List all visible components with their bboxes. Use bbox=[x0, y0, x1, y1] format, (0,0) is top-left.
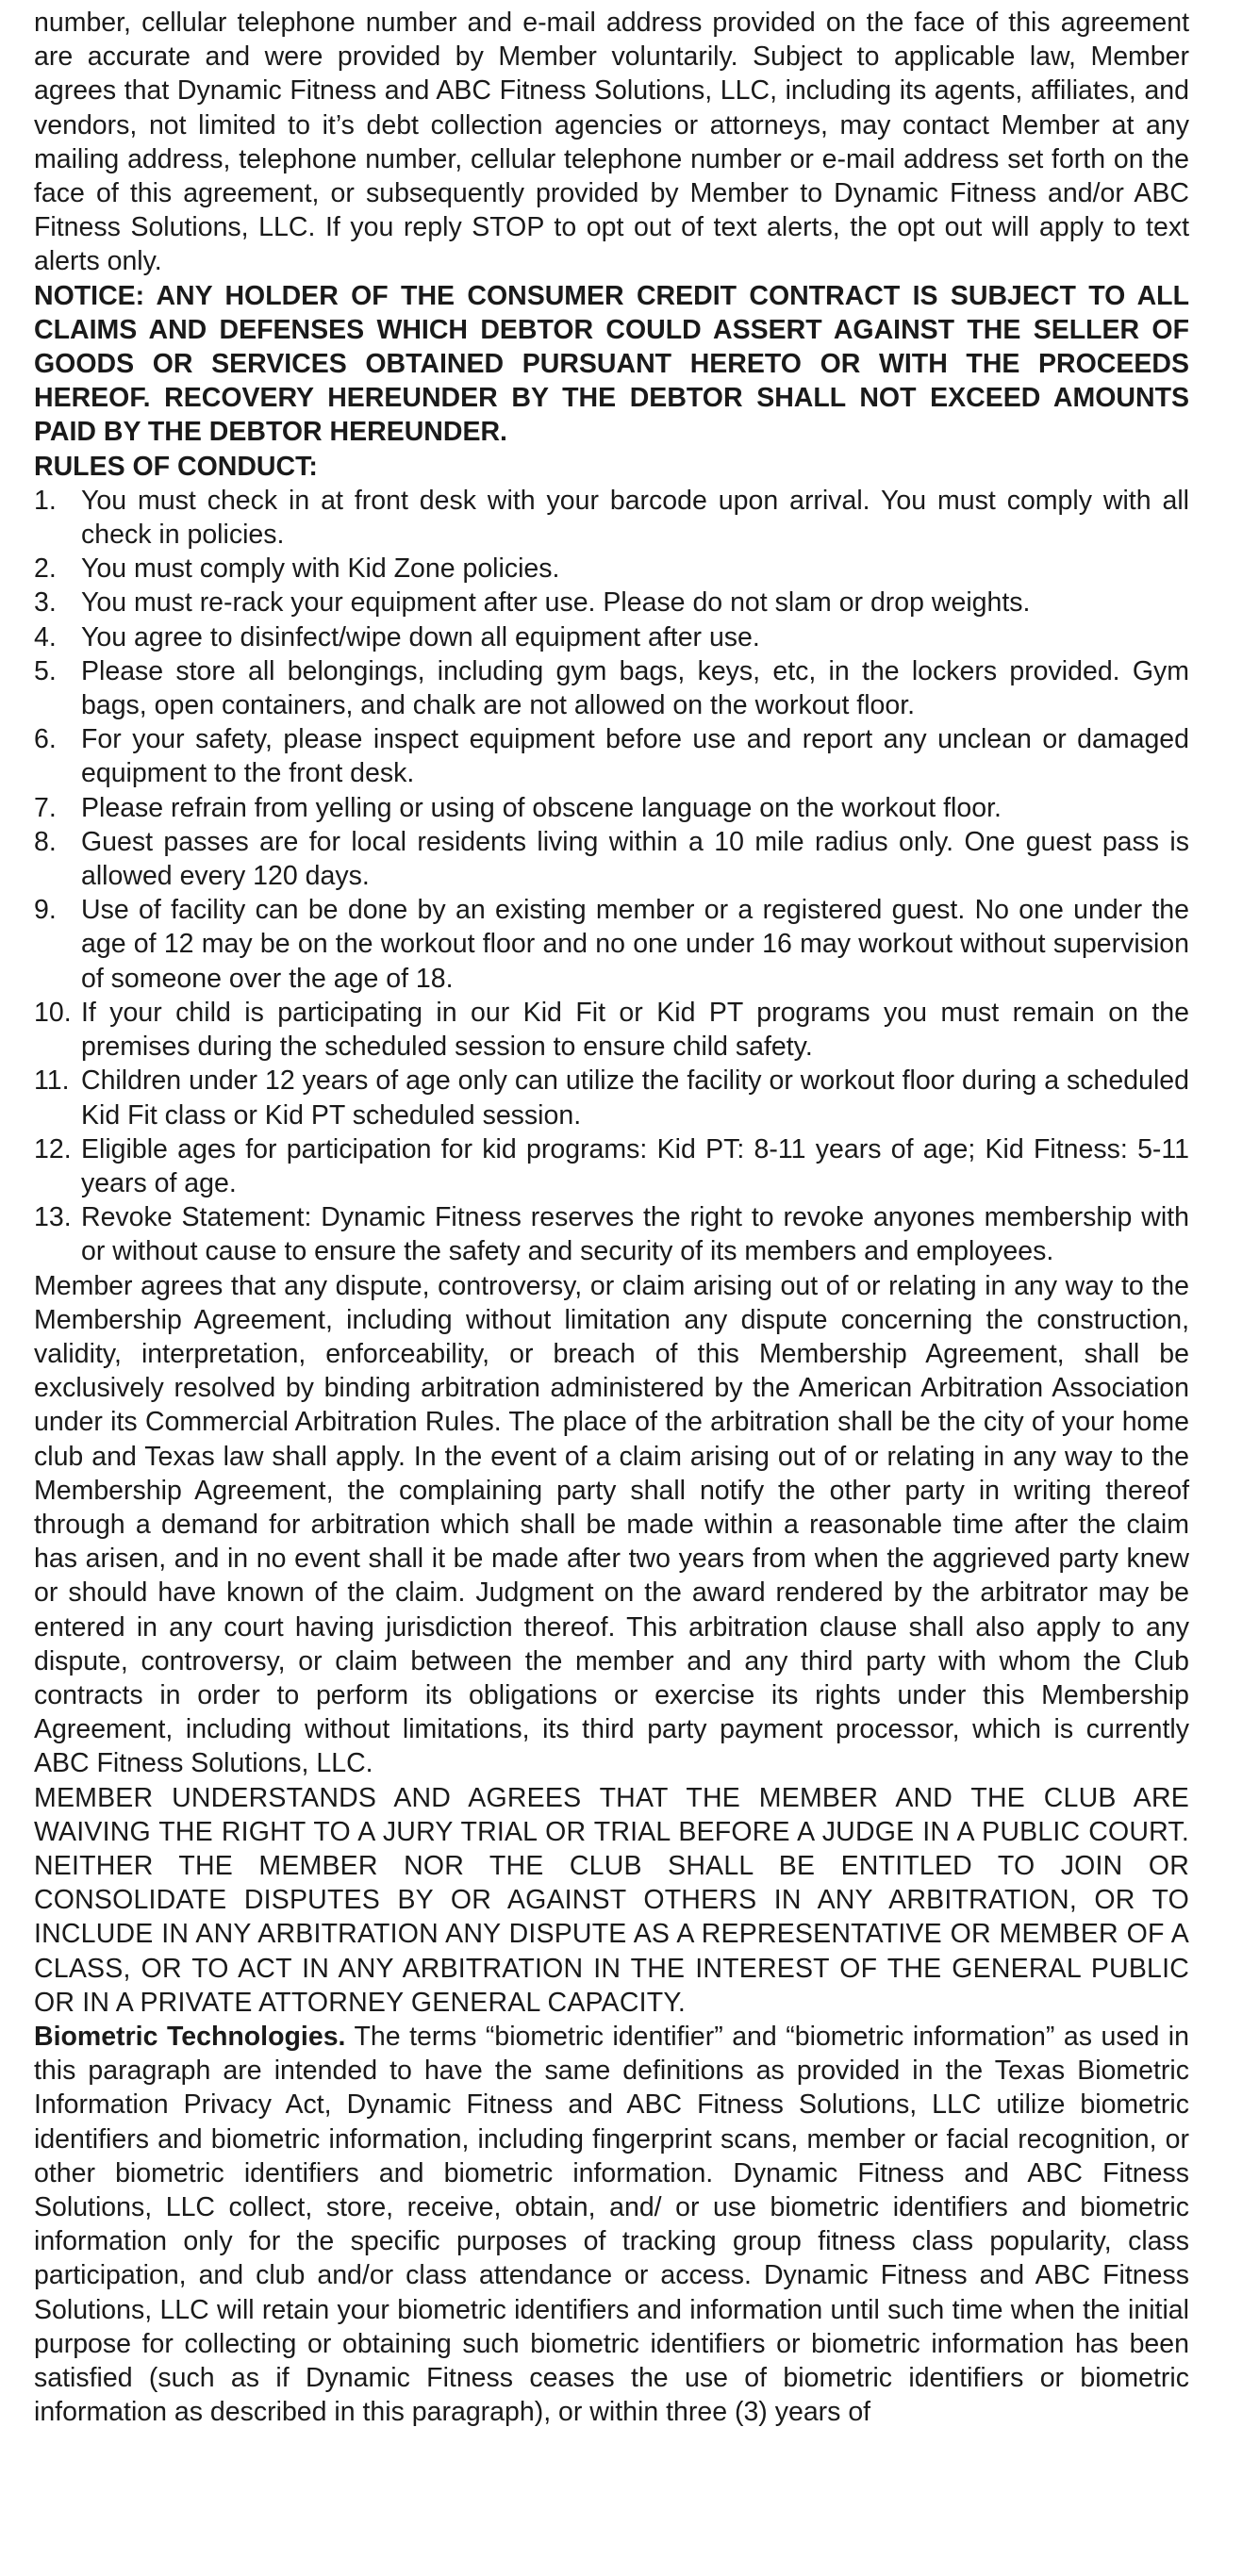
rule-text: You must comply with Kid Zone policies. bbox=[81, 553, 560, 585]
rule-item bbox=[34, 586, 1189, 619]
rule-text: Revoke Statement: Dynamic Fitness reserves the right to revoke anyones membership with or without cause to ensure the safety and security of its members and employees. bbox=[81, 1202, 1189, 1267]
rule-number: 11. bbox=[34, 1065, 70, 1097]
rule-number: 5. bbox=[34, 655, 57, 686]
rule-number: 3. bbox=[34, 587, 57, 619]
rule-text: Children under 12 years of age only can utilize the facility or workout floor during a scheduled Kid Fit class or Kid PT scheduled session. bbox=[81, 1065, 1189, 1131]
jury-waiver-paragraph: MEMBER UNDERSTANDS AND AGREES THAT THE MEMBER AND THE CLUB ARE WAIVING THE RIGHT TO A JURY TRIAL OR TRIAL BEFORE A JUDGE IN A PUBLIC COURT. NEITHER THE MEMBER NOR THE CLUB SHALL BE ENTITLED TO JOIN OR CONSOLIDATE DISPUTES BY OR AGAINST OTHERS IN ANY ARBITRATION, OR TO INCLUDE IN ANY ARBITRATION ANY DISPUTE AS A REPRESENTATIVE OR MEMBER OF A CLASS, OR TO ACT IN ANY ARBITRATION IN THE INTEREST OF THE GENERAL PUBLIC OR IN A PRIVATE ATTORNEY GENERAL CAPACITY. bbox=[34, 1782, 1189, 2018]
rule-number: 7. bbox=[34, 792, 57, 823]
rule-number: 4. bbox=[34, 621, 57, 652]
rule-number: 2. bbox=[34, 553, 57, 585]
rule-number: 12. bbox=[34, 1133, 72, 1164]
rule-item bbox=[34, 1200, 1189, 1268]
rule-item bbox=[34, 722, 1189, 790]
rule-number: 10. bbox=[34, 997, 72, 1028]
holder-notice: NOTICE: ANY HOLDER OF THE CONSUMER CREDIT CONTRACT IS SUBJECT TO ALL CLAIMS AND DEFENSES WHICH DEBTOR COULD ASSERT AGAINST THE SELLER OF GOODS OR SERVICES OBTAINED PURSUANT HERETO OR WITH THE PROCEEDS HEREOF. RECOVERY HEREUNDER BY THE DEBTOR SHALL NOT EXCEED AMOUNTS PAID BY THE DEBTOR HEREUNDER. bbox=[34, 280, 1189, 448]
arbitration-paragraph: Member agrees that any dispute, controversy, or claim arising out of or relating in any way to the Membership Agreement, including without limitation any dispute concerning the construction, validity, interpretation, enforceability, or breach of this Membership Agreement, shall be exclusively resolved by binding arbitration administered by the American Arbitration Association under its Commercial Arbitration Rules. The place of the arbitration shall be the city of your home club and Texas law shall apply. In the event of a claim arising out of or relating in any way to the Membership Agreement, the complaining party shall notify the other party in writing thereof through a demand for arbitration which shall be made within a reasonable time after the claim has arisen, and in no event shall it be made after two years from when the aggrieved party knew or should have known of the claim. Judgment on the award rendered by the arbitrator may be entered in any court having jurisdiction thereof. This arbitration clause shall also apply to any dispute, controversy, or claim between the member and any third party with whom the Club contracts in order to perform its obligations or exercise its rights under this Membership Agreement, including without limitations, its third party payment processor, which is currently ABC Fitness Solutions, LLC. bbox=[34, 1270, 1189, 1779]
rule-text: You agree to disinfect/wipe down all equipment after use. bbox=[81, 621, 760, 652]
rule-item bbox=[34, 484, 1189, 552]
rule-item bbox=[34, 552, 1189, 586]
rule-text: If your child is participating in our Kid Fit or Kid PT programs you must remain on the premises during the scheduled session to ensure child safety. bbox=[81, 997, 1189, 1063]
rule-text: You must check in at front desk with your barcode upon arrival. You must comply with all check in policies. bbox=[81, 485, 1189, 551]
rule-text: Use of facility can be done by an existing member or a registered guest. No one under the age of 12 may be on the workout floor and no one under 16 may workout without supervision of someone over the age of 18. bbox=[81, 895, 1189, 994]
rule-item bbox=[34, 791, 1189, 825]
rule-item bbox=[34, 654, 1189, 722]
rule-number: 8. bbox=[34, 826, 57, 857]
rule-text: Please refrain from yelling or using of obscene language on the workout floor. bbox=[81, 792, 1002, 823]
rules-heading: RULES OF CONDUCT: bbox=[34, 451, 318, 482]
document-page bbox=[34, 6, 1189, 2429]
rule-text: For your safety, please inspect equipment before use and report any unclean or damaged equipment to the front desk. bbox=[81, 724, 1189, 789]
rule-text: Guest passes are for local residents living within a 10 mile radius only. One guest pass is allowed every 120 days. bbox=[81, 826, 1189, 892]
biometric-paragraph bbox=[34, 2020, 1189, 2429]
rules-list bbox=[34, 484, 1189, 1269]
rule-item bbox=[34, 825, 1189, 893]
rule-text: You must re-rack your equipment after use. Please do not slam or drop weights. bbox=[81, 587, 1031, 619]
rule-text: Please store all belongings, including gym bags, keys, etc, in the lockers provided. Gym bags, open containers, and chalk are not allowed on the workout floor. bbox=[81, 655, 1189, 721]
rule-number: 1. bbox=[34, 485, 57, 516]
rule-number: 6. bbox=[34, 724, 57, 755]
rule-item bbox=[34, 1064, 1189, 1131]
rule-item bbox=[34, 996, 1189, 1064]
biometric-text: The terms “biometric identifier” and “biometric information” as used in this paragraph are intended to have the same definitions as provided in the Texas Biometric Information Privacy Act, Dynamic Fitness and ABC Fitness Solutions, LLC utilize biometric identifiers and biometric information, including fingerprint scans, member or facial recognition, or other biometric identifiers and biometric information. Dynamic Fitness and ABC Fitness Solutions, LLC collect, store, receive, obtain, and/ or use biometric identifiers and biometric information only for the specific purposes of tracking group fitness class popularity, class participation, and club and/or class attendance or access. Dynamic Fitness and ABC Fitness Solutions, LLC will retain your biometric identifiers and information until such time when the initial purpose for collecting or obtaining such biometric identifiers or biometric information has been satisfied (such as if Dynamic Fitness ceases the use of biometric identifiers or biometric information as described in this paragraph), or within three (3) years of bbox=[34, 2021, 1189, 2428]
biometric-heading: Biometric Technologies. bbox=[34, 2021, 346, 2052]
rule-item bbox=[34, 1132, 1189, 1200]
rule-item bbox=[34, 893, 1189, 996]
rule-text: Eligible ages for participation for kid programs: Kid PT: 8-11 years of age; Kid Fitness: 5-11 years of age. bbox=[81, 1133, 1189, 1198]
rule-number: 13. bbox=[34, 1202, 72, 1233]
rule-item bbox=[34, 620, 1189, 654]
contact-consent-paragraph: number, cellular telephone number and e-mail address provided on the face of this agreement are accurate and were provided by Member voluntarily. Subject to applicable law, Member agrees that Dynamic Fitness and ABC Fitness Solutions, LLC, including its agents, affiliates, and vendors, not limited to it’s debt collection agencies or attorneys, may contact Member at any mailing address, telephone number, cellular telephone number or e-mail address set forth on the face of this agreement, or subsequently provided by Member to Dynamic Fitness and/or ABC Fitness Solutions, LLC. If you reply STOP to opt out of text alerts, the opt out will apply to text alerts only. bbox=[34, 8, 1189, 277]
rule-number: 9. bbox=[34, 895, 57, 926]
